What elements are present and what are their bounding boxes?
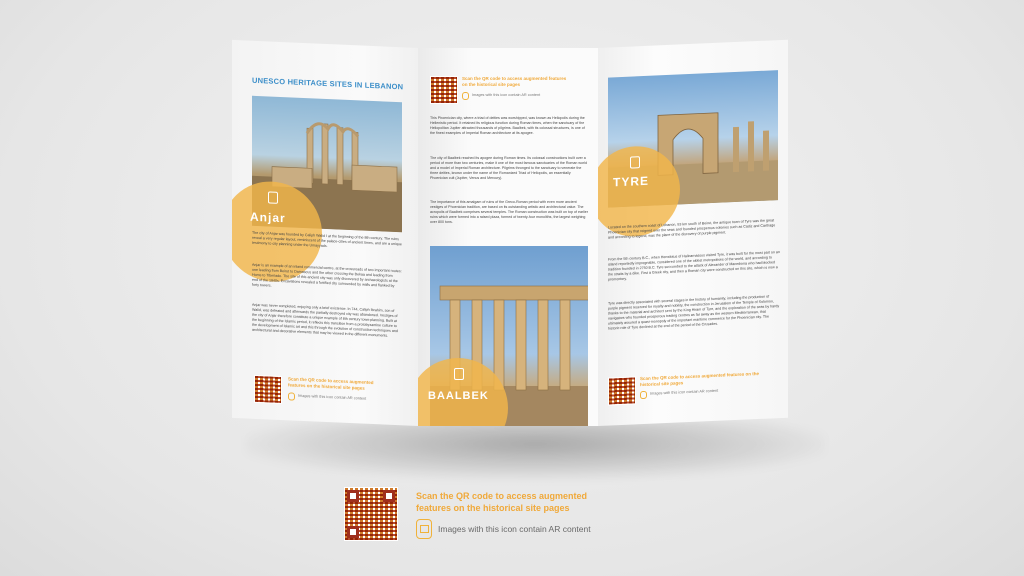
trifold-brochure: [232, 48, 788, 426]
baalbek-title: BAALBEK: [428, 390, 489, 402]
ar-note: Images with this icon contain AR content: [298, 393, 367, 401]
footer-qr-code[interactable]: [344, 487, 398, 541]
ar-content-icon: [462, 92, 469, 100]
footer-scan-line-2: features on the historical site pages: [416, 503, 570, 513]
anjar-title: Anjar: [250, 209, 286, 226]
brochure-shadow: [245, 420, 825, 480]
baalbek-paragraph-3: The importance of this amalgam of ruins of the Greco-Roman period with even more ancient vestiges of Phoenician tradition, are based on its outstanding artistic and architectural value. The acropolis of Baalbek comprises several temples. The Roman construction was built on top of earlier ruins which were formed into a raised plaza, formed of twenty-four monoliths, the largest weighing over 800 tons.: [430, 200, 588, 224]
brochure-heading: UNESCO HERITAGE SITES IN LEBANON: [252, 75, 404, 92]
ar-note: Images with this icon contain AR content: [650, 388, 719, 396]
tyre-title: TYRE: [613, 173, 650, 190]
scan-instructions: Scan the QR code to access augmented features on the historical site pages: [640, 370, 760, 388]
scan-instructions: Scan the QR code to access augmented features on the historical site pages: [462, 76, 567, 87]
qr-code[interactable]: [608, 376, 636, 405]
ar-content-icon: [640, 391, 647, 399]
qr-finder-pattern: [347, 490, 359, 502]
tyre-paragraph-3: Tyre was directly associated with several stages in the history of humanity, including the production of purple pigment reserved for royalty and nobility, the construction in Jerusalem of the Temple of Solomon, thanks to the material and architect sent by the King Hiram of Tyre, and the exploration of the seas by hardy navigators who founded prosperous trading centres as far away as the western Mediterranean, that ultimately assured a quasi-monopoly of the important maritime commerce for the Phoenician city. The historic role of Tyre declined at the end of the period of the Crusades.: [608, 294, 780, 331]
qr-code[interactable]: [430, 76, 458, 104]
tyre-paragraph-2: From the 5th century B.C., when Herodotus of Halicarnassus visited Tyre, it was built for the most part on an island reportedly impregnable, considered one of the oldest metropolises of the world, and according to tradition founded in 2750 B.C. Tyre succumbed to the attack of Alexander of Macedonia who had blocked the straits by a dike. First a Greek city, and then a Roman city were constructed on this site, which is now a promontory.: [608, 250, 780, 282]
panel-baalbek: [418, 48, 598, 426]
ar-icon: [454, 368, 464, 380]
baalbek-paragraph-2: The city of Baalbek reached its apogee during Roman times. Its colossal constructions built over a period of more than two centuries, make it one of the most famous sanctuaries of the Roman world and a model of Imperial Roman architecture. Pilgrims thronged to the sanctuary to venerate the three deities, known under the name of the Romanized Triad of Heliopolis, an essentially Phoenician cult (Jupiter, Venus and Mercury).: [430, 156, 588, 180]
panel-anjar: [232, 40, 418, 426]
qr-finder-pattern: [347, 526, 359, 538]
qr-code[interactable]: [254, 375, 282, 404]
anjar-paragraph-3: Anjar was never completed, enjoying only a brief existence. In 744, Caliph Ibrahim, son of Walid, was defeated and afterwards the partially destroyed city was abandoned. Vestiges of the city of Anjar therefore constitute a unique example of 8th century town-planning. Built at the beginning of the Islamic period, it reflects this transition from a protobyzantine culture to the development of Islamic art and this through the evolution of construction techniques and architectural and decorative elements that may be viewed in the different monuments.: [252, 302, 398, 338]
ar-icon: [630, 156, 640, 168]
panel-tyre: [598, 40, 788, 426]
baalbek-paragraph-1: This Phoenician city, where a triad of deities was worshipped, was known as Heliopolis during the Hellenistic period. It retained its religious function during Roman times, when the sanctuary of the Heliopolitan Jupiter attracted thousands of pilgrims. Baalbek, with its colossal structures, is one of the finest examples of Imperial Roman architecture at its apogee.: [430, 116, 585, 135]
ar-icon: [268, 191, 278, 203]
footer-scan-instructions: [416, 490, 676, 514]
footer-ar-content-icon: [416, 519, 432, 539]
ar-cube-icon: [420, 525, 429, 533]
anjar-paragraph-2: Anjar is an example of an inland commercial centre, at the crossroads of two important routes: one leading from Beirut to Damascus and the other crossing the Bekaa and leading from Homs to Tiberiade. The site of this ancient city was only discovered by archaeologists at the end of the 1940s. Excavations revealed a fortified city surrounded by walls and flanked by forty towers.: [252, 262, 402, 288]
scan-instructions: Scan the QR code to access augmented features on the historical site pages: [288, 376, 374, 391]
ar-note: Images with this icon contain AR content: [472, 93, 541, 97]
anjar-paragraph-1: The city of Anjar was founded by Caliph Walid I at the beginning of the 8th century. The ruins reveal a very regular layout, reminiscent of the palace-cities of ancient times, and are a unique testimony to city planning under the Umayyads.: [252, 230, 402, 249]
qr-finder-pattern: [383, 490, 395, 502]
footer-ar-note: Images with this icon contain AR content: [438, 524, 591, 534]
footer-scan-line-1: Scan the QR code to access augmented: [416, 491, 588, 501]
ar-content-icon: [288, 392, 295, 400]
tyre-paragraph-1: Located on the southern coast of Lebanon, 83 km south of Beirut, the antique town of Tyre was the great Phoenician city that reigned over the seas and founded prosperous colonies such as Cadiz and Carthage and according to legend, was the place of the discovery of purple pigment.: [608, 218, 776, 240]
